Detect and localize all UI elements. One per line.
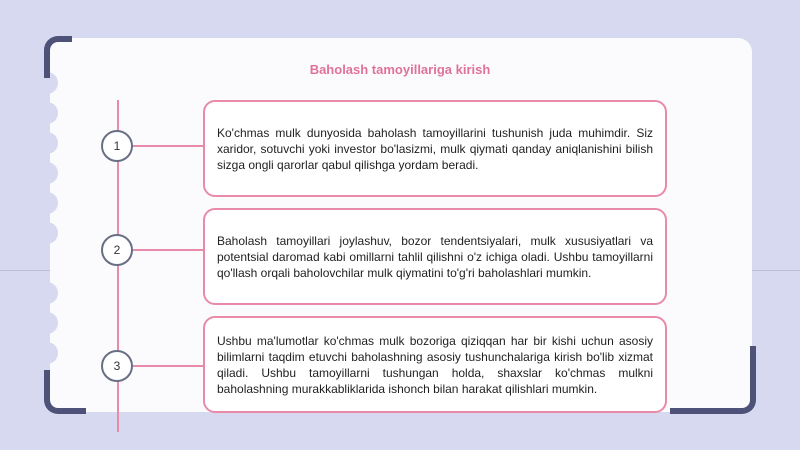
binder-hole [36,132,58,154]
step-text: Ushbu ma'lumotlar ko'chmas mulk bozoriga qiziqqan har bir kishi uchun asosiy bilimlarni taqdim etuvchi baholashning asosiy tushunchalariga kirish bo'lib xizmat qiladi. Ushbu tamoyillarni tushungan holda, shaxslar ko'chmas mulkni baholashning murakkabliklarida ishonch bilan harakat qilishlari mumkin. [217,333,653,396]
timeline-connector [133,365,205,367]
binder-hole [36,102,58,124]
timeline-connector [133,249,205,251]
step-text: Baholash tamoyillari joylashuv, bozor tendentsiyalari, mulk xususiyatlari va potentsial daromad kabi omillarni tahlil qilishni o'z ichiga oladi. Ushbu tamoyillarni qo'llash orqali baholovchilar mulk qiymatini to'g'ri baholashlari mumkin. [217,233,653,280]
step-number-badge: 2 [101,234,133,266]
step-number-badge: 1 [101,130,133,162]
step-box [203,100,667,197]
step-box [203,316,667,413]
binder-hole [36,282,58,304]
step-text: Ko'chmas mulk dunyosida baholash tamoyillarini tushunish juda muhimdir. Siz xaridor, sotuvchi yoki investor bo'lasizmi, mulk qiymati qanday aniqlanishini bilish sizga ongli qarorlar qabul qilishga yordam beradi. [217,125,653,172]
binder-hole [36,192,58,214]
binder-hole [36,222,58,244]
frame-corner-bottom-left [44,370,86,414]
frame-corner-bottom-right [670,346,756,414]
binder-hole [36,162,58,184]
binder-hole [36,312,58,334]
page-title: Baholash tamoyillariga kirish [309,62,491,77]
timeline-connector [133,145,205,147]
step-box [203,208,667,305]
step-number-badge: 3 [101,350,133,382]
binder-hole [36,342,58,364]
